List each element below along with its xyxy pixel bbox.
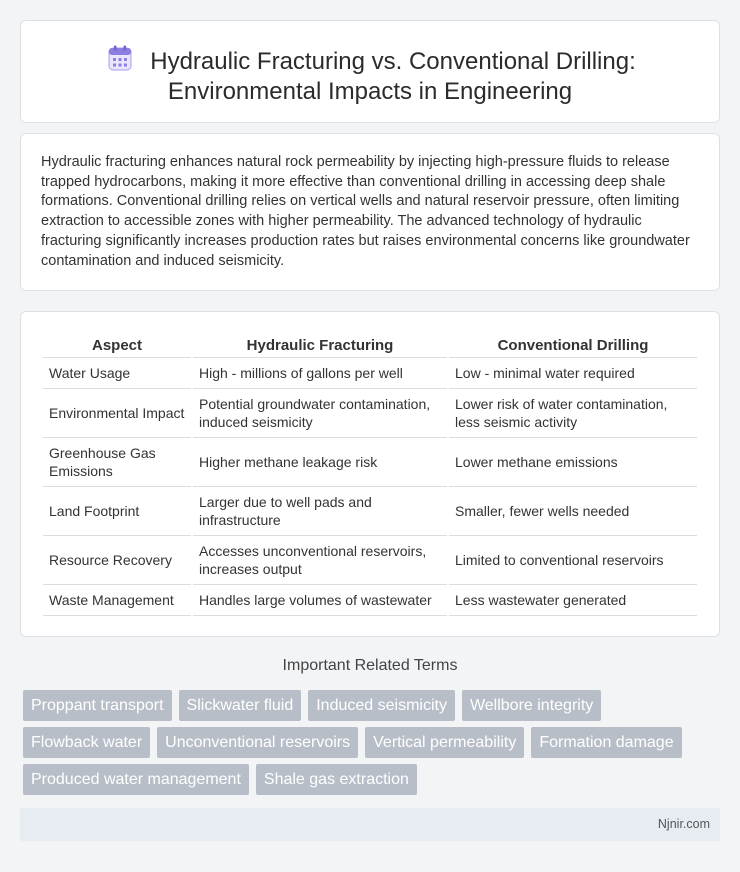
table-row [43,585,697,616]
table-cell: Potential groundwater contamination, induced seismicity [193,389,447,438]
intro-paragraph: Hydraulic fracturing enhances natural rock permeability by injecting high-pressure fluids to release trapped hydrocarbons, making it more effective than conventional drilling in accessing deep shale formations. Conventional drilling relies on vertical wells and natural reservoir pressure, often limiting extraction to accessible zones with higher permeability. The advanced technology of hydraulic fracturing significantly increases production rates but raises environmental concerns like groundwater contamination and induced seismicity. [41,154,690,269]
table-row [43,536,697,585]
table-cell: Greenhouse Gas Emissions [43,438,191,487]
table-row [43,389,697,438]
related-terms-list [23,690,723,801]
table-cell: Low - minimal water required [449,358,697,389]
table-cell: High - millions of gallons per well [193,358,447,389]
table-cell: Lower methane emissions [449,438,697,487]
header-aspect: Aspect [43,334,191,358]
term-tag[interactable]: Flowback water [23,727,150,758]
table-cell: Smaller, fewer wells needed [449,487,697,536]
table-cell: Limited to conventional reservoirs [449,536,697,585]
table-row [43,358,697,389]
intro-card [20,133,720,291]
header-conventional-drilling: Conventional Drilling [449,334,697,358]
term-tag[interactable]: Vertical permeability [365,727,524,758]
table-cell: Water Usage [43,358,191,389]
table-cell: Larger due to well pads and infrastructure [193,487,447,536]
table-cell: Lower risk of water contamination, less seismic activity [449,389,697,438]
term-tag[interactable]: Formation damage [531,727,681,758]
term-tag[interactable]: Shale gas extraction [256,764,417,795]
table-cell: Less wastewater generated [449,585,697,616]
term-tag[interactable]: Wellbore integrity [462,690,601,721]
comparison-table-card [20,311,720,637]
page-title-line-2: Environmental Impacts in Engineering [167,78,573,105]
title-card [20,20,720,123]
term-tag[interactable]: Proppant transport [23,690,172,721]
table-cell: Resource Recovery [43,536,191,585]
table-row [43,487,697,536]
table-cell: Environmental Impact [43,389,191,438]
table-row [43,438,697,487]
table-cell: Waste Management [43,585,191,616]
comparison-table [41,334,699,616]
table-cell: Accesses unconventional reservoirs, increases output [193,536,447,585]
page-title-line-1: Hydraulic Fracturing vs. Conventional Drilling: [150,48,636,75]
term-tag[interactable]: Slickwater fluid [179,690,302,721]
term-tag[interactable]: Unconventional reservoirs [157,727,358,758]
footer [20,808,720,841]
header-hydraulic-fracturing: Hydraulic Fracturing [193,334,447,358]
table-cell: Higher methane leakage risk [193,438,447,487]
term-tag[interactable]: Induced seismicity [308,690,455,721]
table-cell: Handles large volumes of wastewater [193,585,447,616]
term-tag[interactable]: Produced water management [23,764,249,795]
related-terms-heading: Important Related Terms [282,657,458,674]
table-header-row [43,334,697,358]
footer-site-link[interactable]: Njnir.com [657,817,710,831]
table-cell: Land Footprint [43,487,191,536]
